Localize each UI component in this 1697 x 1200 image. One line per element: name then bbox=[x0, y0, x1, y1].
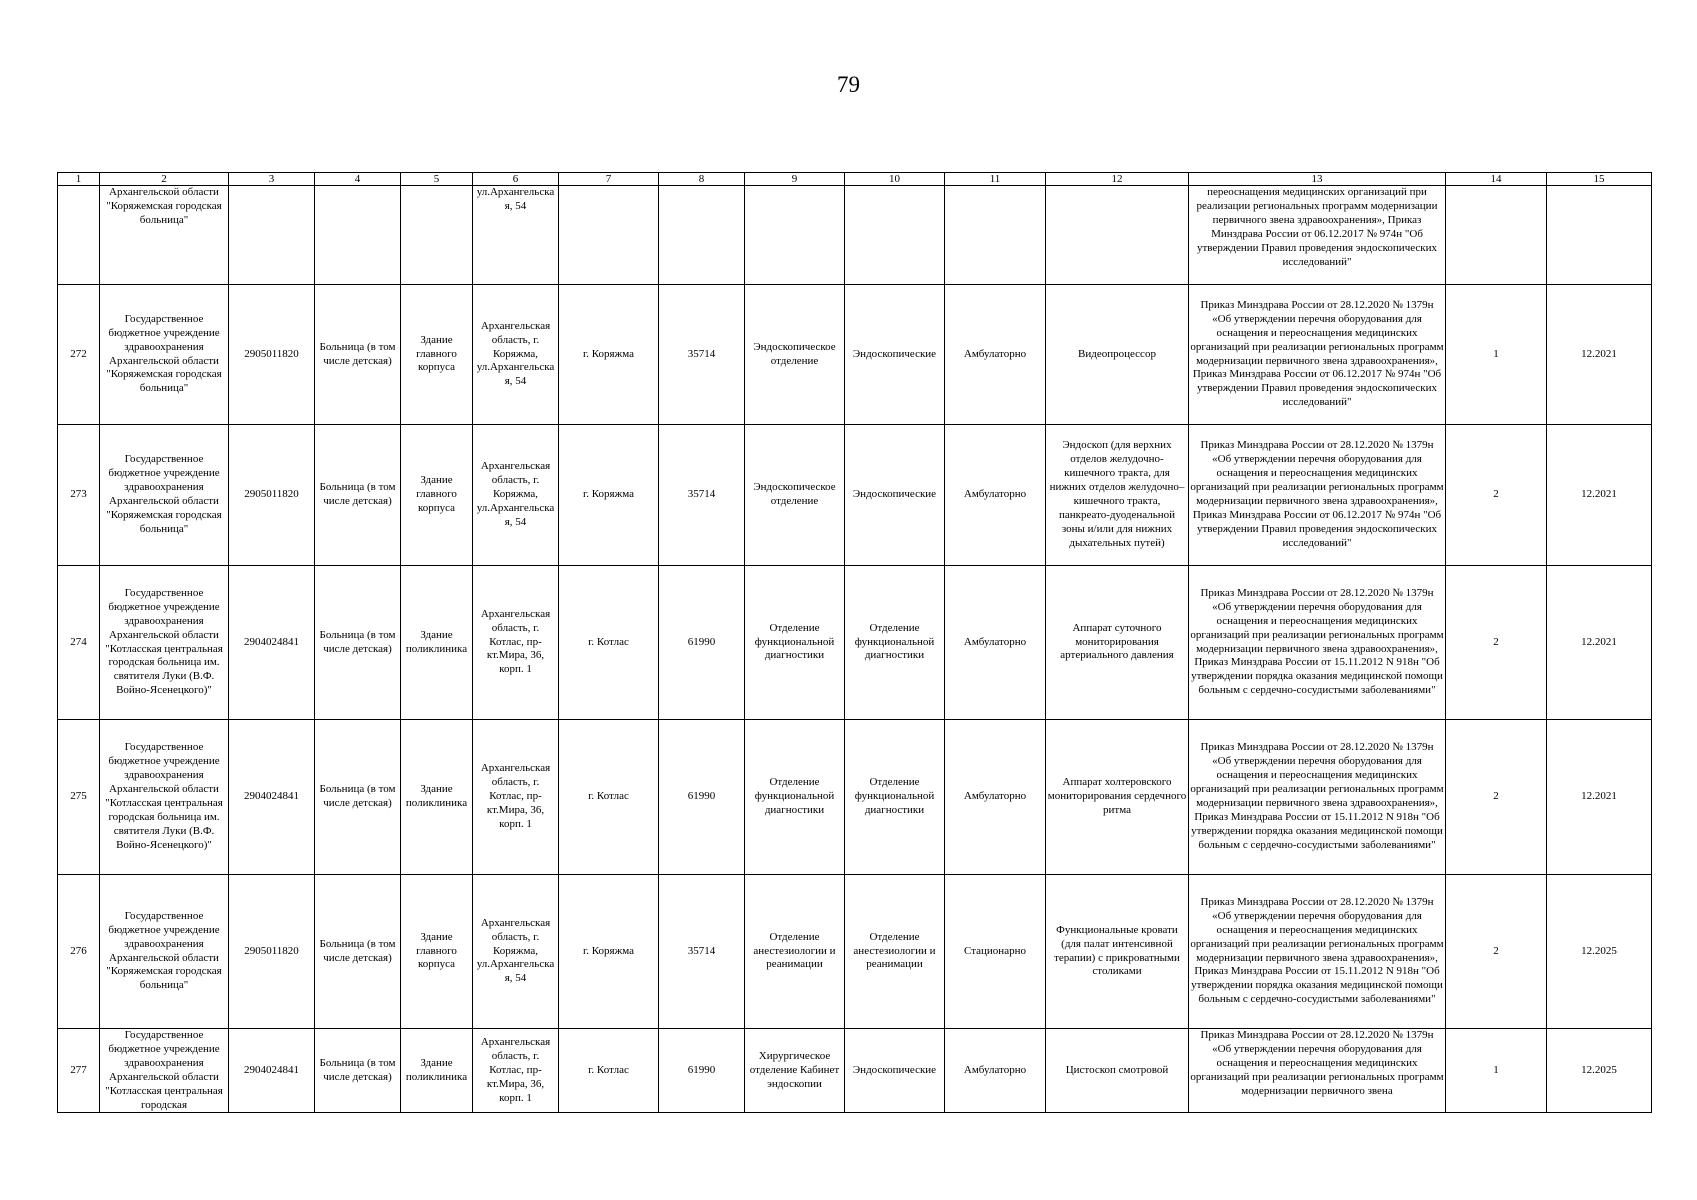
building-cell: Здание поликлиника bbox=[401, 566, 473, 720]
inn-cell: 2904024841 bbox=[229, 720, 315, 875]
table-row bbox=[58, 425, 1652, 566]
condition-cell: Амбулаторно bbox=[945, 720, 1046, 875]
quantity-cell: 2 bbox=[1446, 875, 1547, 1029]
quantity-cell: 2 bbox=[1446, 566, 1547, 720]
condition-cell: Амбулаторно bbox=[945, 285, 1046, 425]
date-cell: 12.2025 bbox=[1547, 1029, 1652, 1113]
department-cell: Хирургическое отделение Кабинет эндоскопии bbox=[745, 1029, 845, 1113]
org-cell: Государственное бюджетное учреждение здравоохранения Архангельской области "Котласская центральная городская больница им. святителя Луки (В.Ф. Войно-Ясенецкого)" bbox=[100, 566, 229, 720]
column-number: 11 bbox=[945, 173, 1046, 186]
address-cell: ул.Архангельска я, 54 bbox=[473, 186, 559, 285]
department-cell: Эндоскопическое отделение bbox=[745, 285, 845, 425]
building-cell: Здание поликлиника bbox=[401, 720, 473, 875]
code-cell: 61990 bbox=[659, 566, 745, 720]
code-cell: 35714 bbox=[659, 285, 745, 425]
table-row bbox=[58, 566, 1652, 720]
equipment-table bbox=[57, 172, 1652, 1113]
date-cell: 12.2021 bbox=[1547, 425, 1652, 566]
address-cell: Архангельская область, г. Котлас, пр-кт.Мира, 36, корп. 1 bbox=[473, 1029, 559, 1113]
row-number: 277 bbox=[58, 1029, 100, 1113]
type-cell: Больница (в том числе детская) bbox=[315, 1029, 401, 1113]
address-cell: Архангельская область, г. Коряжма, ул.Архангельска я, 54 bbox=[473, 425, 559, 566]
org-cell: Государственное бюджетное учреждение здравоохранения Архангельской области "Котласская центральная городская больница им. святителя Луки (В.Ф. Войно-Ясенецкого)" bbox=[100, 720, 229, 875]
column-number: 2 bbox=[100, 173, 229, 186]
org-cell: Государственное бюджетное учреждение здравоохранения Архангельской области "Коряжемская городская больница" bbox=[100, 425, 229, 566]
profile-cell: Эндоскопические bbox=[845, 285, 945, 425]
quantity-cell: 1 bbox=[1446, 285, 1547, 425]
code-cell: 61990 bbox=[659, 1029, 745, 1113]
building-cell: Здание поликлиника bbox=[401, 1029, 473, 1113]
address-cell: Архангельская область, г. Коряжма, ул.Архангельска я, 54 bbox=[473, 285, 559, 425]
quantity-cell: 2 bbox=[1446, 720, 1547, 875]
department-cell: Эндоскопическое отделение bbox=[745, 425, 845, 566]
column-number-row bbox=[58, 173, 1652, 186]
department-cell: Отделение функциональной диагностики bbox=[745, 566, 845, 720]
basis-cell: Приказ Минздрава России от 28.12.2020 № 1379н «Об утверждении перечня оборудования для оснащения и переоснащения медицинских организаций при реализации региональных программ модернизации первичного звена здравоохранения», Приказ Минздрава России от 15.11.2012 N 918н "Об утверждении порядка оказания медицинской помощи больным с сердечно-сосудистыми заболеваниями" bbox=[1189, 720, 1446, 875]
equipment-cell: Аппарат холтеровского мониторирования сердечного ритма bbox=[1046, 720, 1189, 875]
column-number: 13 bbox=[1189, 173, 1446, 186]
condition-cell: Амбулаторно bbox=[945, 1029, 1046, 1113]
equipment-cell: Функциональные кровати (для палат интенсивной терапии) с прикроватными столиками bbox=[1046, 875, 1189, 1029]
row-number: 272 bbox=[58, 285, 100, 425]
type-cell: Больница (в том числе детская) bbox=[315, 875, 401, 1029]
basis-cell: Приказ Минздрава России от 28.12.2020 № 1379н «Об утверждении перечня оборудования для оснащения и переоснащения медицинских организаций при реализации региональных программ модернизации первичного звена здравоохранения», Приказ Минздрава России от 15.11.2012 N 918н "Об утверждении порядка оказания медицинской помощи больным с сердечно-сосудистыми заболеваниями" bbox=[1189, 875, 1446, 1029]
column-number: 1 bbox=[58, 173, 100, 186]
quantity-cell: 2 bbox=[1446, 425, 1547, 566]
page-number: 79 bbox=[837, 72, 860, 97]
profile-cell: Отделение анестезиологии и реанимации bbox=[845, 875, 945, 1029]
address-cell: Архангельская область, г. Коряжма, ул.Архангельска я, 54 bbox=[473, 875, 559, 1029]
equipment-cell: Аппарат суточного мониторирования артериального давления bbox=[1046, 566, 1189, 720]
date-cell: 12.2021 bbox=[1547, 566, 1652, 720]
column-number: 5 bbox=[401, 173, 473, 186]
column-number: 9 bbox=[745, 173, 845, 186]
type-cell: Больница (в том числе детская) bbox=[315, 425, 401, 566]
profile-cell: Эндоскопические bbox=[845, 425, 945, 566]
column-number: 12 bbox=[1046, 173, 1189, 186]
department-cell: Отделение анестезиологии и реанимации bbox=[745, 875, 845, 1029]
column-number: 15 bbox=[1547, 173, 1652, 186]
condition-cell: Стационарно bbox=[945, 875, 1046, 1029]
basis-cell: переоснащения медицинских организаций при реализации региональных программ модернизации первичного звена здравоохранения», Приказ Минздрава России от 06.12.2017 № 974н "Об утверждении Правил проведения эндоскопических исследований" bbox=[1189, 186, 1446, 285]
basis-cell: Приказ Минздрава России от 28.12.2020 № 1379н «Об утверждении перечня оборудования для оснащения и переоснащения медицинских организаций при реализации региональных программ модернизации первичного звена здравоохранения», Приказ Минздрава России от 15.11.2012 N 918н "Об утверждении порядка оказания медицинской помощи больным с сердечно-сосудистыми заболеваниями" bbox=[1189, 566, 1446, 720]
code-cell: 35714 bbox=[659, 875, 745, 1029]
building-cell: Здание главного корпуса bbox=[401, 285, 473, 425]
table-row-continuation bbox=[58, 186, 1652, 285]
city-cell: г. Коряжма bbox=[559, 285, 659, 425]
inn-cell: 2904024841 bbox=[229, 566, 315, 720]
inn-cell: 2905011820 bbox=[229, 875, 315, 1029]
equipment-cell: Эндоскоп (для верхних отделов желудочно-кишечного тракта, для нижних отделов желудочно–кишечного тракта, панкреато-дуоденальной зоны и/или для нижних дыхательных путей) bbox=[1046, 425, 1189, 566]
basis-cell: Приказ Минздрава России от 28.12.2020 № 1379н «Об утверждении перечня оборудования для оснащения и переоснащения медицинских организаций при реализации региональных программ модернизации первичного звена bbox=[1189, 1029, 1446, 1113]
profile-cell: Отделение функциональной диагностики bbox=[845, 720, 945, 875]
table-row bbox=[58, 1029, 1652, 1113]
address-cell: Архангельская область, г. Котлас, пр-кт.Мира, 36, корп. 1 bbox=[473, 720, 559, 875]
basis-cell: Приказ Минздрава России от 28.12.2020 № 1379н «Об утверждении перечня оборудования для оснащения и переоснащения медицинских организаций при реализации региональных программ модернизации первичного звена здравоохранения», Приказ Минздрава России от 06.12.2017 № 974н "Об утверждении Правил проведения эндоскопических исследований" bbox=[1189, 285, 1446, 425]
building-cell: Здание главного корпуса bbox=[401, 875, 473, 1029]
city-cell: г. Коряжма bbox=[559, 425, 659, 566]
department-cell: Отделение функциональной диагностики bbox=[745, 720, 845, 875]
column-number: 7 bbox=[559, 173, 659, 186]
building-cell: Здание главного корпуса bbox=[401, 425, 473, 566]
address-cell: Архангельская область, г. Котлас, пр-кт.Мира, 36, корп. 1 bbox=[473, 566, 559, 720]
condition-cell: Амбулаторно bbox=[945, 425, 1046, 566]
city-cell: г. Котлас bbox=[559, 1029, 659, 1113]
code-cell: 61990 bbox=[659, 720, 745, 875]
type-cell: Больница (в том числе детская) bbox=[315, 285, 401, 425]
code-cell: 35714 bbox=[659, 425, 745, 566]
column-number: 14 bbox=[1446, 173, 1547, 186]
inn-cell: 2905011820 bbox=[229, 425, 315, 566]
date-cell: 12.2021 bbox=[1547, 285, 1652, 425]
column-number: 6 bbox=[473, 173, 559, 186]
equipment-cell: Видеопроцессор bbox=[1046, 285, 1189, 425]
profile-cell: Эндоскопические bbox=[845, 1029, 945, 1113]
column-number: 3 bbox=[229, 173, 315, 186]
inn-cell: 2905011820 bbox=[229, 285, 315, 425]
city-cell: г. Котлас bbox=[559, 566, 659, 720]
row-number: 275 bbox=[58, 720, 100, 875]
org-cell: Государственное бюджетное учреждение здравоохранения Архангельской области "Котласская центральная городская bbox=[100, 1029, 229, 1113]
basis-cell: Приказ Минздрава России от 28.12.2020 № 1379н «Об утверждении перечня оборудования для оснащения и переоснащения медицинских организаций при реализации региональных программ модернизации первичного звена здравоохранения», Приказ Минздрава России от 06.12.2017 № 974н "Об утверждении Правил проведения эндоскопических исследований" bbox=[1189, 425, 1446, 566]
city-cell: г. Котлас bbox=[559, 720, 659, 875]
date-cell: 12.2025 bbox=[1547, 875, 1652, 1029]
table-row bbox=[58, 720, 1652, 875]
quantity-cell: 1 bbox=[1446, 1029, 1547, 1113]
condition-cell: Амбулаторно bbox=[945, 566, 1046, 720]
org-cell: Архангельской области "Коряжемская городская больница" bbox=[100, 186, 229, 285]
profile-cell: Отделение функциональной диагностики bbox=[845, 566, 945, 720]
table-row bbox=[58, 285, 1652, 425]
row-number: 273 bbox=[58, 425, 100, 566]
org-cell: Государственное бюджетное учреждение здравоохранения Архангельской области "Коряжемская городская больница" bbox=[100, 875, 229, 1029]
column-number: 8 bbox=[659, 173, 745, 186]
equipment-cell: Цистоскоп смотровой bbox=[1046, 1029, 1189, 1113]
table-row bbox=[58, 875, 1652, 1029]
column-number: 10 bbox=[845, 173, 945, 186]
org-cell: Государственное бюджетное учреждение здравоохранения Архангельской области "Коряжемская городская больница" bbox=[100, 285, 229, 425]
column-number: 4 bbox=[315, 173, 401, 186]
row-number: 276 bbox=[58, 875, 100, 1029]
row-number: 274 bbox=[58, 566, 100, 720]
type-cell: Больница (в том числе детская) bbox=[315, 566, 401, 720]
date-cell: 12.2021 bbox=[1547, 720, 1652, 875]
inn-cell: 2904024841 bbox=[229, 1029, 315, 1113]
type-cell: Больница (в том числе детская) bbox=[315, 720, 401, 875]
city-cell: г. Коряжма bbox=[559, 875, 659, 1029]
